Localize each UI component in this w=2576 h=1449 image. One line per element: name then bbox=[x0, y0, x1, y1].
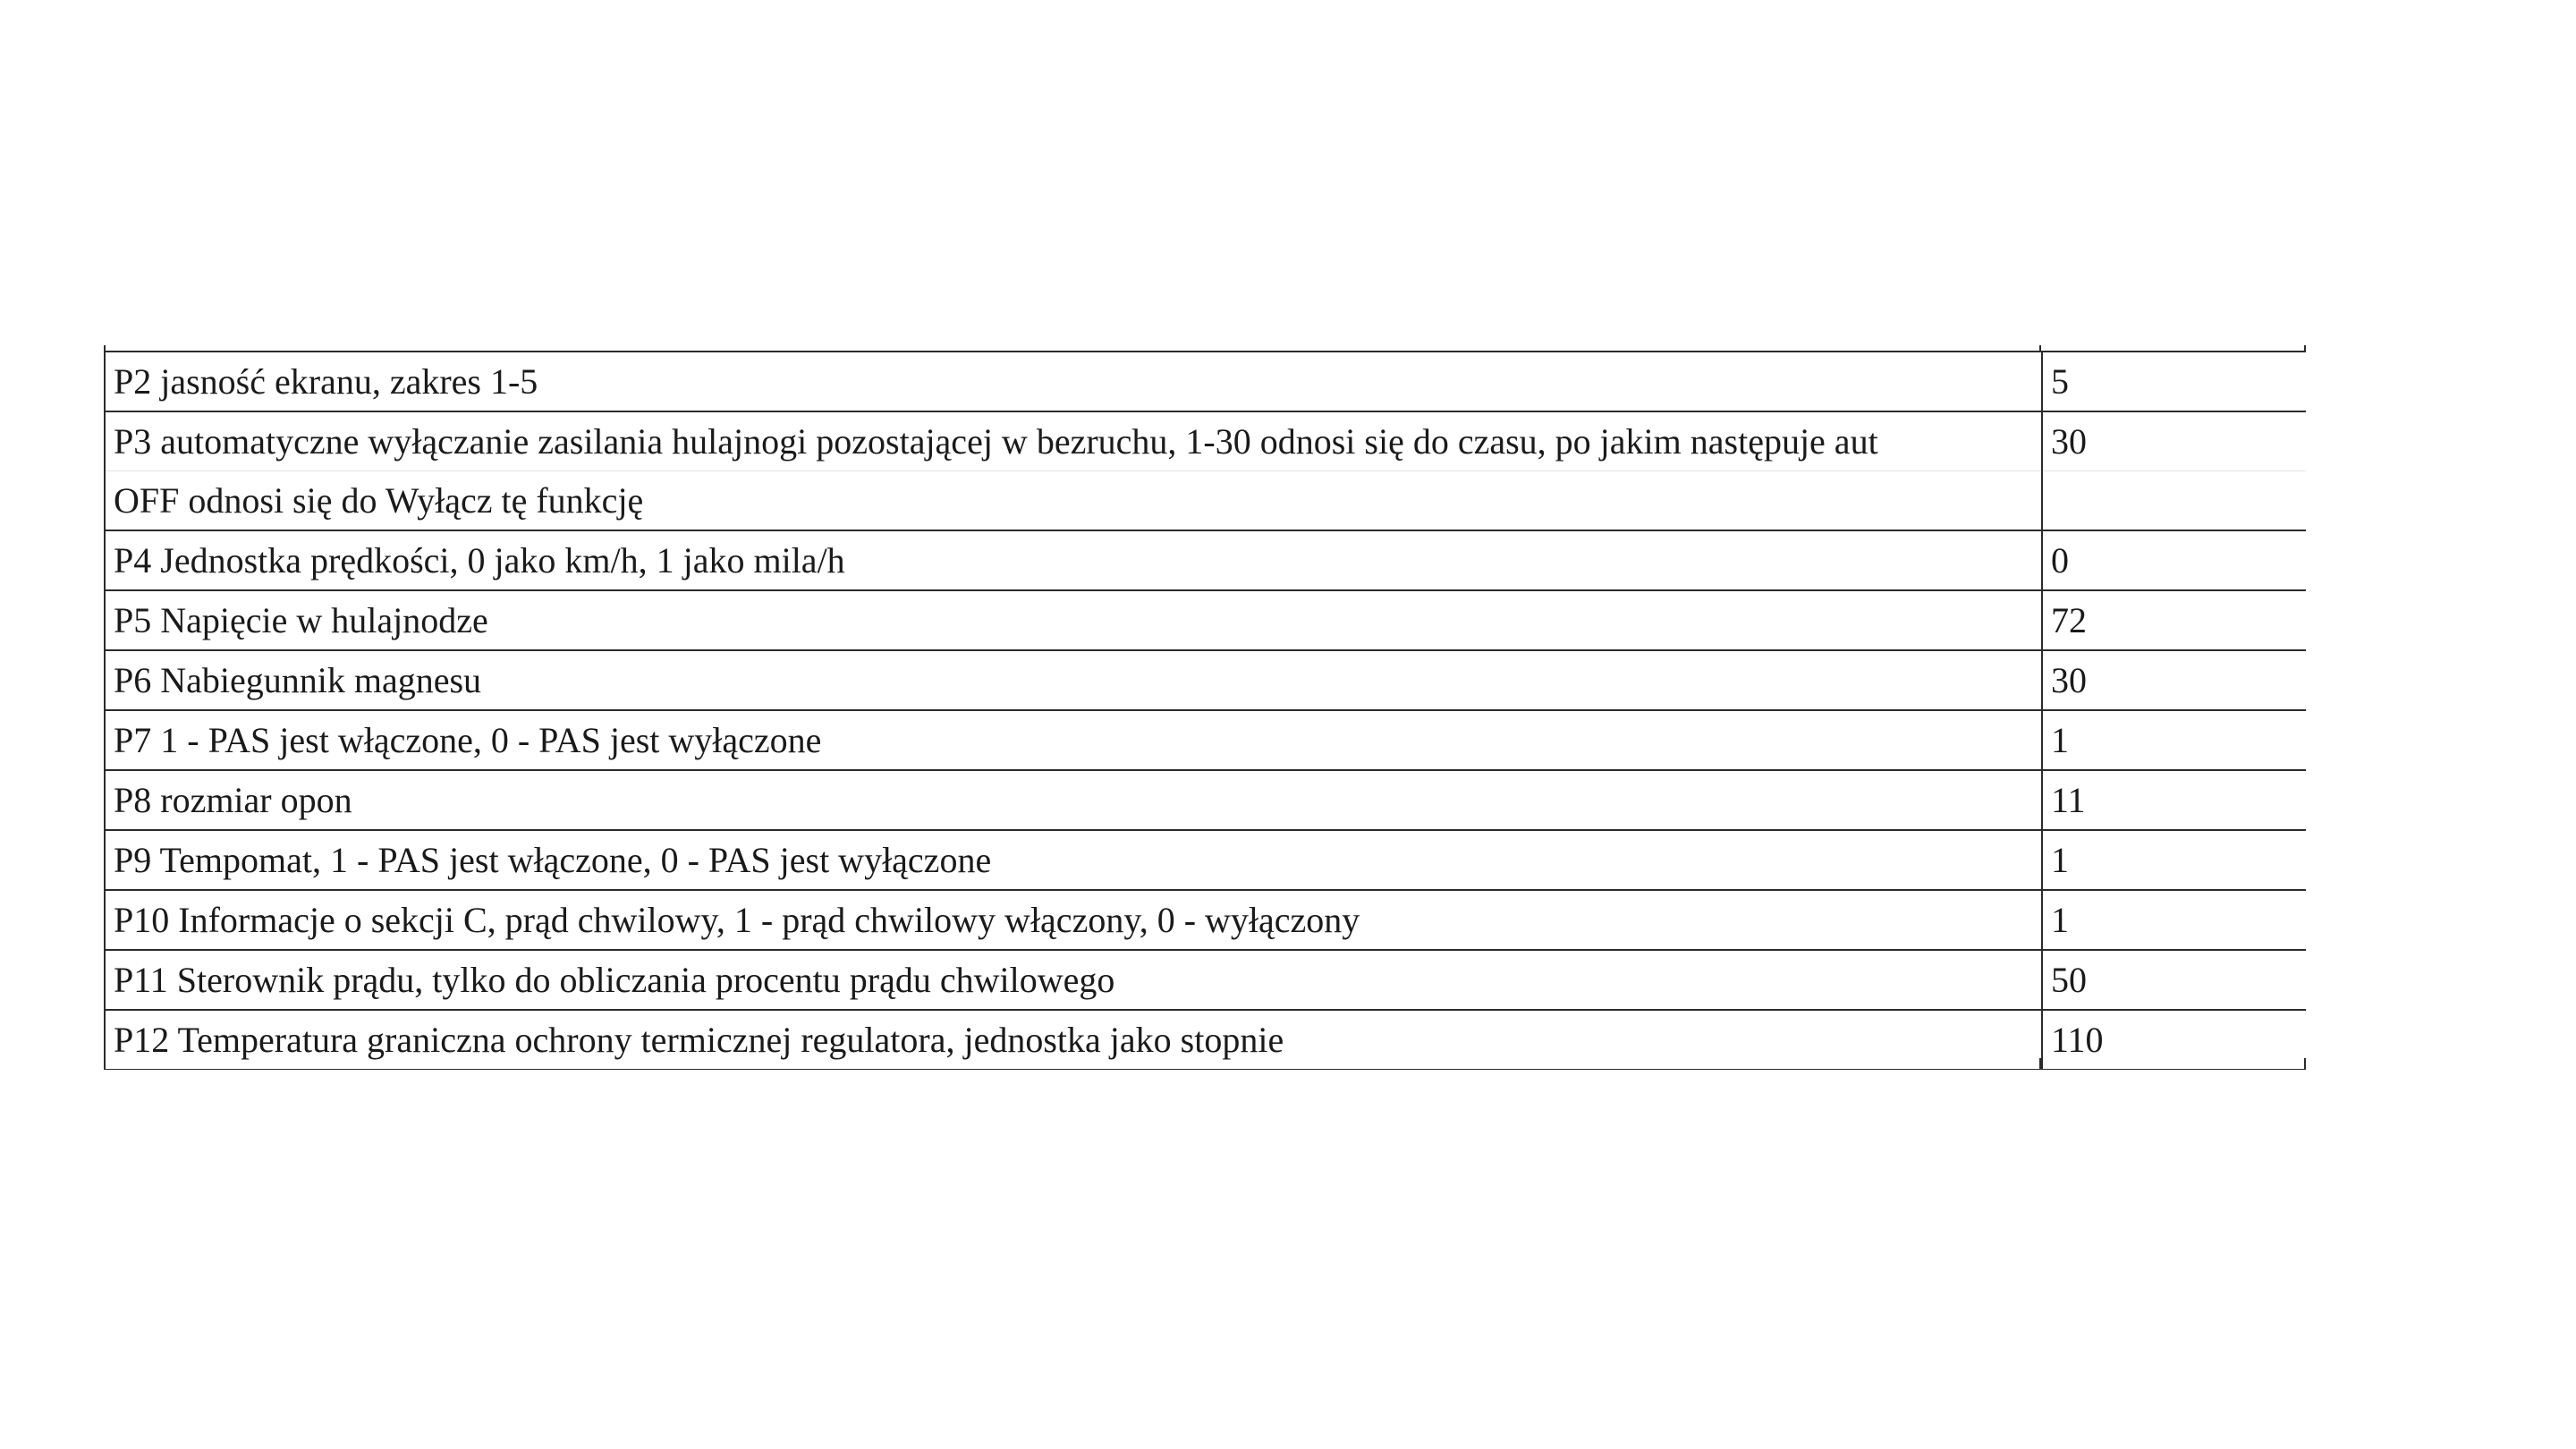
grid-line-stub bbox=[2039, 1058, 2041, 1070]
grid-line-stub bbox=[104, 1058, 106, 1070]
description-cell[interactable]: P2 jasność ekranu, zakres 1-5 bbox=[105, 352, 2042, 411]
value-cell[interactable]: 5 bbox=[2042, 352, 2306, 411]
table-row bbox=[105, 411, 2306, 471]
parameter-table bbox=[104, 351, 2306, 1070]
value-cell[interactable]: 1 bbox=[2042, 830, 2306, 890]
table-row bbox=[105, 770, 2306, 830]
table-row bbox=[105, 890, 2306, 950]
value-cell[interactable]: 72 bbox=[2042, 590, 2306, 650]
description-cell[interactable]: P7 1 - PAS jest włączone, 0 - PAS jest wyłączone bbox=[105, 710, 2042, 770]
value-cell[interactable]: 0 bbox=[2042, 530, 2306, 590]
grid-line-stub bbox=[2304, 1058, 2306, 1070]
description-cell[interactable]: P3 automatyczne wyłączanie zasilania hulajnogi pozostającej w bezruchu, 1-30 odnosi się do czasu, po jakim następuje aut bbox=[105, 411, 2042, 471]
value-cell[interactable]: 30 bbox=[2042, 411, 2306, 471]
value-cell[interactable]: 1 bbox=[2042, 710, 2306, 770]
table-row bbox=[105, 650, 2306, 710]
value-cell[interactable] bbox=[2042, 471, 2306, 531]
table-row bbox=[105, 530, 2306, 590]
description-cell[interactable]: P5 Napięcie w hulajnodze bbox=[105, 590, 2042, 650]
description-cell[interactable]: P4 Jednostka prędkości, 0 jako km/h, 1 jako mila/h bbox=[105, 530, 2042, 590]
table-row bbox=[105, 590, 2306, 650]
description-cell[interactable]: P6 Nabiegunnik magnesu bbox=[105, 650, 2042, 710]
description-cell[interactable]: P10 Informacje o sekcji C, prąd chwilowy, 1 - prąd chwilowy włączony, 0 - wyłączony bbox=[105, 890, 2042, 950]
table-row bbox=[105, 830, 2306, 890]
table-row bbox=[105, 950, 2306, 1010]
value-cell[interactable]: 1 bbox=[2042, 890, 2306, 950]
description-cell[interactable]: OFF odnosi się do Wyłącz tę funkcję bbox=[105, 471, 2042, 531]
table-row bbox=[105, 1010, 2306, 1070]
description-cell[interactable]: P12 Temperatura graniczna ochrony termicznej regulatora, jednostka jako stopnie bbox=[105, 1010, 2042, 1070]
table-row bbox=[105, 471, 2306, 531]
description-cell[interactable]: P9 Tempomat, 1 - PAS jest włączone, 0 - PAS jest wyłączone bbox=[105, 830, 2042, 890]
description-cell[interactable]: P11 Sterownik prądu, tylko do obliczania procentu prądu chwilowego bbox=[105, 950, 2042, 1010]
table-row bbox=[105, 352, 2306, 411]
value-cell[interactable]: 50 bbox=[2042, 950, 2306, 1010]
value-cell[interactable]: 11 bbox=[2042, 770, 2306, 830]
description-cell[interactable]: P8 rozmiar opon bbox=[105, 770, 2042, 830]
spreadsheet-view bbox=[104, 345, 2306, 1070]
value-cell[interactable]: 110 bbox=[2042, 1010, 2306, 1070]
value-cell[interactable]: 30 bbox=[2042, 650, 2306, 710]
table-row bbox=[105, 710, 2306, 770]
